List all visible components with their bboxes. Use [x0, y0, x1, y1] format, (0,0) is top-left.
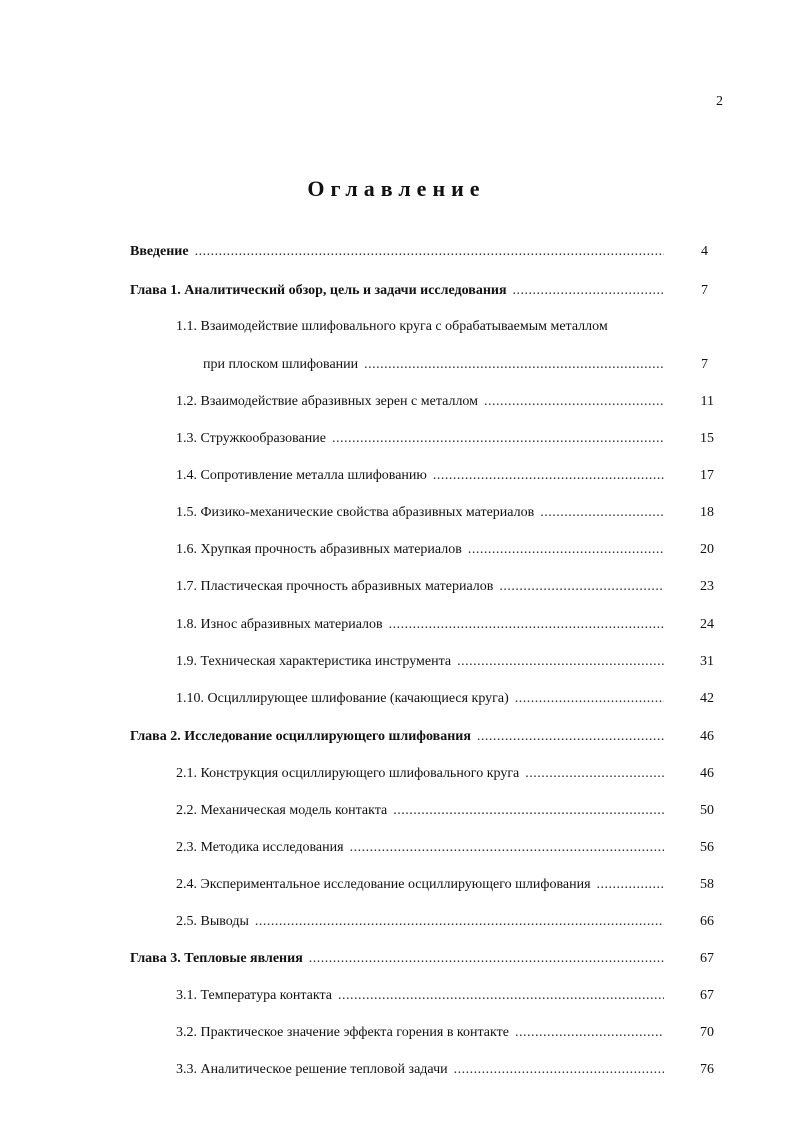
toc-entry-3-3	[176, 1062, 670, 1078]
toc-entry-page: 24	[700, 617, 714, 632]
toc-entry-label: 3.1. Температура контакта	[176, 988, 333, 1003]
toc-entry-label: 3.2. Практическое значение эффекта горения в контакте	[176, 1025, 509, 1040]
toc-entry-label: 1.3. Стружкообразование	[176, 431, 326, 446]
toc-entry-page: 7	[701, 283, 708, 298]
toc-entry-label: 1.1. Взаимодействие шлифовального круга с обрабатываемым металлом	[176, 319, 608, 334]
toc-entry-label: 2.2. Механическая модель контакта	[176, 803, 388, 818]
leader-dots	[350, 840, 664, 856]
toc-entry-1-8	[176, 617, 670, 633]
toc-entry-label: 2.3. Методика исследования	[176, 840, 344, 855]
toc-entry-label: при плоском шлифовании	[203, 357, 359, 372]
toc-entry-label: 2.4. Экспериментальное исследование осциллирующего шлифования	[176, 877, 591, 892]
leader-dots	[393, 803, 664, 819]
leader-dots	[513, 283, 664, 299]
leader-dots	[389, 617, 664, 633]
toc-entry-page: 20	[700, 542, 714, 557]
toc-entry-label: 2.1. Конструкция осциллирующего шлифовального круга	[176, 766, 520, 781]
toc-entry-2-3	[176, 840, 670, 856]
toc-entry-label: Глава 1. Аналитический обзор, цель и задачи исследования	[130, 283, 507, 298]
page-number: 2	[716, 94, 723, 109]
leader-dots	[454, 1062, 664, 1078]
toc-entry-2-4	[176, 877, 670, 893]
toc-entry-1-5	[176, 505, 670, 521]
leader-dots	[477, 729, 664, 745]
toc-entry-page: 31	[700, 654, 714, 669]
toc-entry-page: 4	[701, 244, 708, 259]
toc-entry-page: 23	[700, 579, 714, 594]
toc-entry-page: 46	[700, 766, 714, 781]
toc-entry-page: 7	[701, 357, 708, 372]
toc-entry-page: 46	[700, 729, 714, 744]
leader-dots	[525, 766, 664, 782]
toc-entry-1-2	[176, 394, 670, 410]
toc-entry-label: 1.10. Осциллирующее шлифование (качающиеся круга)	[176, 691, 509, 706]
toc-entry-1-10	[176, 691, 670, 707]
leader-dots	[364, 357, 664, 373]
toc-entry-page: 50	[700, 803, 714, 818]
toc-entry-label: 1.9. Техническая характеристика инструмента	[176, 654, 452, 669]
toc-entry-page: 11	[700, 394, 714, 409]
leader-dots	[195, 244, 664, 260]
toc-entry-chapter-3	[130, 951, 670, 967]
leader-dots	[597, 877, 664, 893]
toc-entry-1-6	[176, 542, 670, 558]
toc-entry-label: Введение	[130, 244, 189, 259]
toc-entry-introduction	[130, 244, 670, 260]
leader-dots	[515, 691, 664, 707]
toc-entry-label: 3.3. Аналитическое решение тепловой задачи	[176, 1062, 448, 1077]
toc-entry-3-1	[176, 988, 670, 1004]
toc-entry-label: 2.5. Выводы	[176, 914, 249, 929]
toc-entry-label: 1.2. Взаимодействие абразивных зерен с металлом	[176, 394, 479, 409]
toc-entry-label: 1.8. Износ абразивных материалов	[176, 617, 383, 632]
toc-entry-chapter-1	[130, 283, 670, 299]
toc-entry-1-7	[176, 579, 670, 595]
leader-dots	[338, 988, 664, 1004]
leader-dots	[540, 505, 664, 521]
toc-entry-page: 67	[700, 951, 714, 966]
toc-entry-label: Глава 3. Тепловые явления	[130, 951, 303, 966]
toc-entry-page: 67	[700, 988, 714, 1003]
toc-entry-page: 70	[700, 1025, 714, 1040]
toc-entry-page: 76	[700, 1062, 714, 1077]
toc-entry-3-2	[176, 1025, 670, 1041]
toc-entry-page: 15	[700, 431, 714, 446]
toc-entry-1-3	[176, 431, 670, 447]
leader-dots	[468, 542, 664, 558]
leader-dots	[332, 431, 664, 447]
toc-entry-2-5	[176, 914, 670, 930]
toc-entry-1-4	[176, 468, 670, 484]
toc-entry-chapter-2	[130, 729, 670, 745]
toc-entry-label: 1.5. Физико-механические свойства абразивных материалов	[176, 505, 535, 520]
toc-entry-page: 56	[700, 840, 714, 855]
leader-dots	[499, 579, 664, 595]
toc-entry-1-9	[176, 654, 670, 670]
toc-entry-label: Глава 2. Исследование осциллирующего шлифования	[130, 729, 471, 744]
leader-dots	[515, 1025, 664, 1041]
leader-dots	[484, 394, 664, 410]
toc-entry-page: 66	[700, 914, 714, 929]
toc-entry-2-1	[176, 766, 670, 782]
toc-entry-1-1-cont	[203, 357, 670, 373]
page-title: Оглавление	[307, 176, 486, 201]
toc-entry-page: 17	[700, 468, 714, 483]
toc-entry-label: 1.4. Сопротивление металла шлифованию	[176, 468, 427, 483]
leader-dots	[255, 914, 664, 930]
toc-entry-page: 42	[700, 691, 714, 706]
toc-entry-2-2	[176, 803, 670, 819]
toc-entry-1-1	[176, 319, 670, 335]
toc-entry-label: 1.6. Хрупкая прочность абразивных материалов	[176, 542, 462, 557]
leader-dots	[457, 654, 664, 670]
leader-dots	[433, 468, 664, 484]
toc-entry-label: 1.7. Пластическая прочность абразивных материалов	[176, 579, 494, 594]
toc-entry-page: 58	[700, 877, 714, 892]
leader-dots	[309, 951, 664, 967]
toc-entry-page: 18	[700, 505, 714, 520]
